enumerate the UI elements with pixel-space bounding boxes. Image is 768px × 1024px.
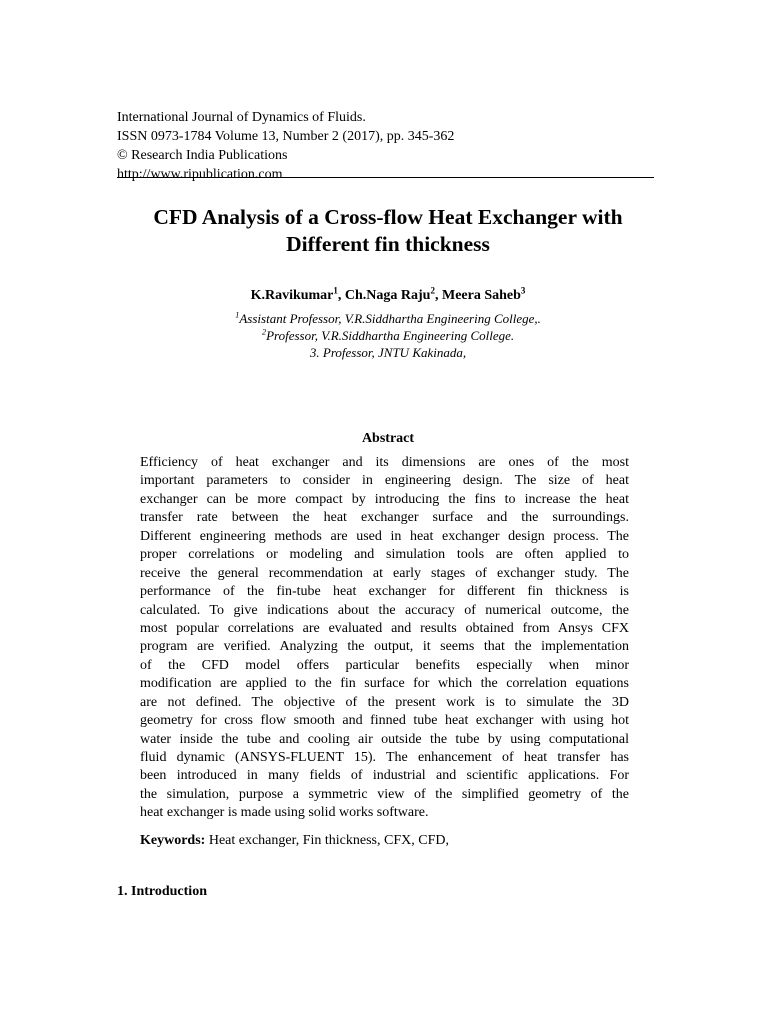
author-name: Meera Saheb [441, 288, 521, 303]
title-line-2: Different fin thickness [286, 232, 490, 256]
affiliation-3 [110, 344, 666, 361]
affiliation-text: 3. Professor, JNTU Kakinada, [309, 345, 467, 360]
abstract-line: proper correlations or modeling and simulation tools are often applied to [140, 547, 629, 563]
journal-name: International Journal of Dynamics of Fluids. [117, 110, 366, 125]
author-affiliation-mark: 2 [430, 285, 435, 296]
abstract-line: most popular correlations are evaluated and results obtained from Ansys CFX [140, 620, 629, 636]
journal-url: http://www.ripublication.com [117, 167, 283, 182]
abstract-line: modification are applied to the fin surface for which the correlation equations [140, 676, 629, 692]
keywords [140, 832, 629, 850]
abstract-line: geometry for cross flow smooth and finned tube heat exchanger with using hot [140, 713, 629, 729]
author-separator: , [337, 288, 345, 303]
affiliation-mark: 2 [261, 326, 267, 337]
abstract-line: performance of the fin-tube heat exchanger for different fin thickness is [140, 584, 629, 600]
publisher-line: © Research India Publications [117, 148, 288, 163]
abstract-heading: Abstract [361, 431, 415, 446]
abstract-line: program are verified. Analyzing the output, it seems that the implementation [140, 639, 629, 655]
abstract-line: important parameters to consider in engineering design. The size of heat [140, 473, 629, 489]
title-line-1: CFD Analysis of a Cross-flow Heat Exchanger with [153, 205, 623, 229]
header-divider [117, 177, 654, 178]
affiliation-text: Professor, V.R.Siddhartha Engineering College. [266, 328, 515, 343]
author-name: Ch.Naga Raju [344, 288, 431, 303]
abstract-line: calculated. To give indications about the accuracy of numerical outcome, the [140, 602, 629, 618]
abstract-line: receive the general recommendation at early stages of exchanger study. The [140, 565, 629, 581]
author-list [110, 287, 666, 305]
abstract-line: are not defined. The objective of the present work is to simulate the 3D [140, 694, 629, 710]
keywords-text: Heat exchanger, Fin thickness, CFX, CFD, [205, 833, 449, 848]
affiliations [110, 310, 666, 361]
author-affiliation-mark: 1 [333, 285, 338, 296]
affiliation-1 [110, 310, 666, 327]
abstract-line: water inside the tube and cooling air outside the tube by using computational [140, 731, 629, 747]
abstract-body [140, 454, 629, 823]
abstract-line: heat exchanger is made using solid works software. [140, 805, 429, 821]
abstract-line: fluid dynamic (ANSYS-FLUENT 15). The enhancement of heat transfer has [140, 750, 629, 765]
issn-line: ISSN 0973-1784 Volume 13, Number 2 (2017), pp. 345-362 [117, 129, 455, 144]
abstract-line: exchanger can be more compact by introducing the fins to increase the heat [140, 491, 629, 507]
abstract-line: Efficiency of heat exchanger and its dimensions are ones of the most [140, 455, 629, 470]
abstract-line: the simulation, purpose a symmetric view of the simplified geometry of the [140, 786, 629, 802]
keywords-label: Keywords: [140, 833, 206, 848]
author-affiliation-mark: 3 [520, 285, 526, 296]
paper-title [110, 204, 666, 258]
abstract-line: been introduced in many fields of industrial and scientific applications. For [140, 768, 629, 784]
affiliation-mark: 1 [235, 309, 240, 320]
affiliation-2 [110, 327, 666, 344]
abstract-line: transfer rate between the heat exchanger surface and the surroundings. [140, 510, 629, 526]
author-separator: , [434, 288, 442, 303]
section-heading: 1. Introduction [117, 884, 207, 899]
abstract-line: Different engineering methods are used in heat exchanger design process. The [140, 528, 629, 544]
author-name: K.Ravikumar [250, 288, 334, 303]
abstract-line: of the CFD model offers particular benefits especially when minor [140, 657, 629, 673]
journal-header [117, 108, 657, 184]
affiliation-text: Assistant Professor, V.R.Siddhartha Engineering College,. [239, 311, 541, 326]
